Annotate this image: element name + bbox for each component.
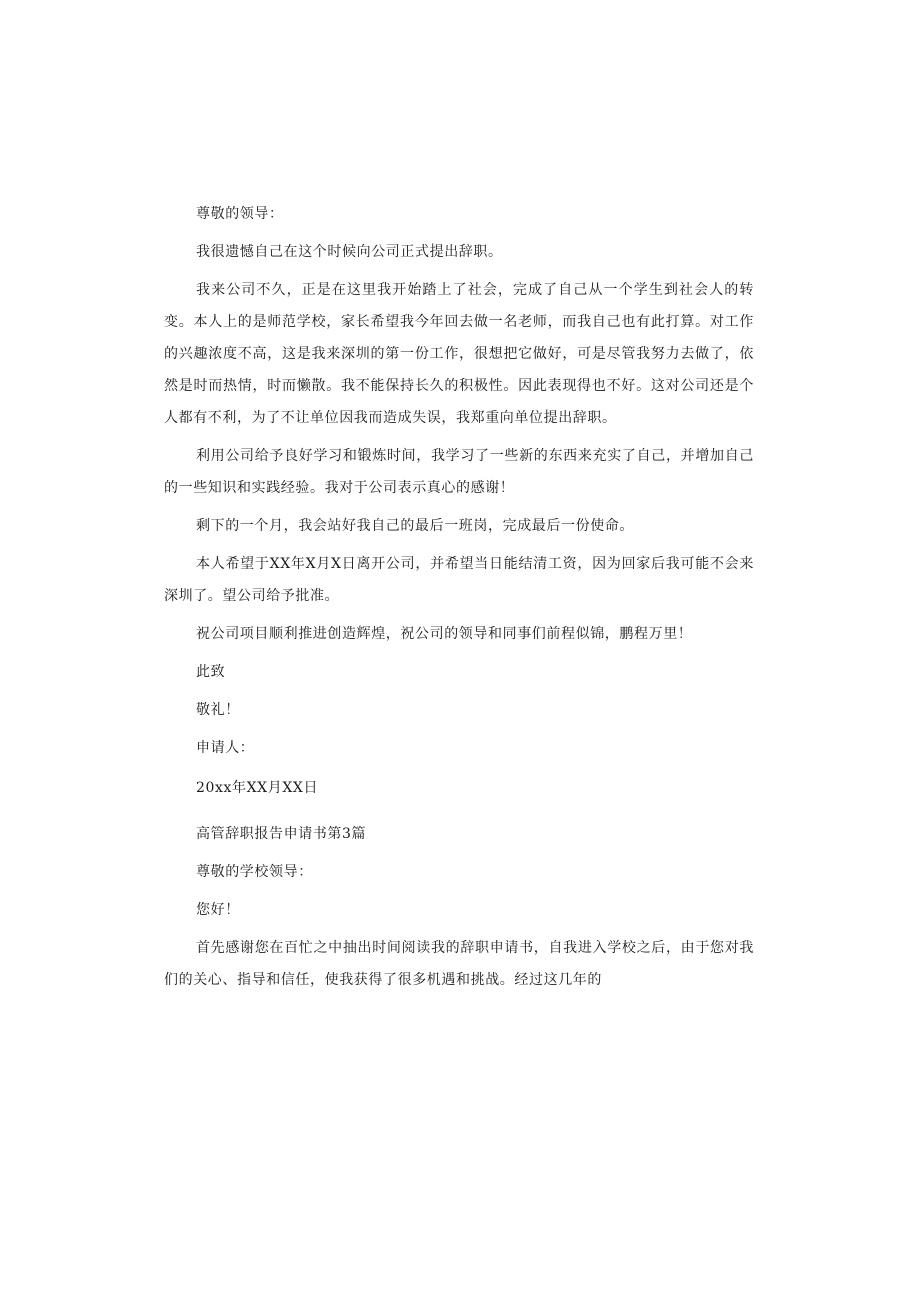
salutation: 尊敬的领导： <box>196 206 284 222</box>
salutation: 尊敬的学校领导： <box>196 864 313 880</box>
greeting: 您好！ <box>196 902 240 918</box>
paragraph: 我很遗憾自己在这个时候向公司正式提出辞职。 <box>196 244 503 260</box>
paragraph: 首先感谢您在百忙之中抽出时间阅读我的辞职申请书，自我进入学校之后，由于您对我们的关心、指导和信任，使我获得了很多机遇和挑战。经过这几年的 <box>164 940 754 988</box>
paragraph: 利用公司给予良好学习和锻炼时间，我学习了一些新的东西来充实了自己，并增加自己的一些知识和实践经验。我对于公司表示真心的感谢！ <box>164 448 754 496</box>
applicant-label: 申请人： <box>196 740 255 756</box>
document-body <box>164 198 754 1002</box>
paragraph: 我来公司不久，正是在这里我开始踏上了社会，完成了自己从一个学生到社会人的转变。本人上的是师范学校，家长希望我今年回去做一名老师，而我自己也有此打算。对工作的兴趣浓度不高，这是我来深圳的第一份工作，很想把它做好，可是尽管我努力去做了，依然是时而热情，时而懒散。我不能保持长久的积极性。因此表现得也不好。这对公司还是个人都有不利，为了不让单位因我而造成失误，我郑重向单位提出辞职。 <box>164 282 754 426</box>
section-title: 高管辞职报告申请书第3篇 <box>196 826 367 842</box>
paragraph: 祝公司项目顺利推进创造辉煌，祝公司的领导和同事们前程似锦，鹏程万里！ <box>196 626 693 642</box>
paragraph: 本人希望于XX年X月X日离开公司，并希望当日能结清工资，因为回家后我可能不会来深圳了。望公司给予批准。 <box>164 556 754 604</box>
paragraph: 剩下的一个月，我会站好我自己的最后一班岗，完成最后一份使命。 <box>196 518 634 534</box>
closing: 此致 <box>196 664 226 680</box>
date: 20xx年XX月XX日 <box>196 780 319 796</box>
regards: 敬礼！ <box>196 702 240 718</box>
